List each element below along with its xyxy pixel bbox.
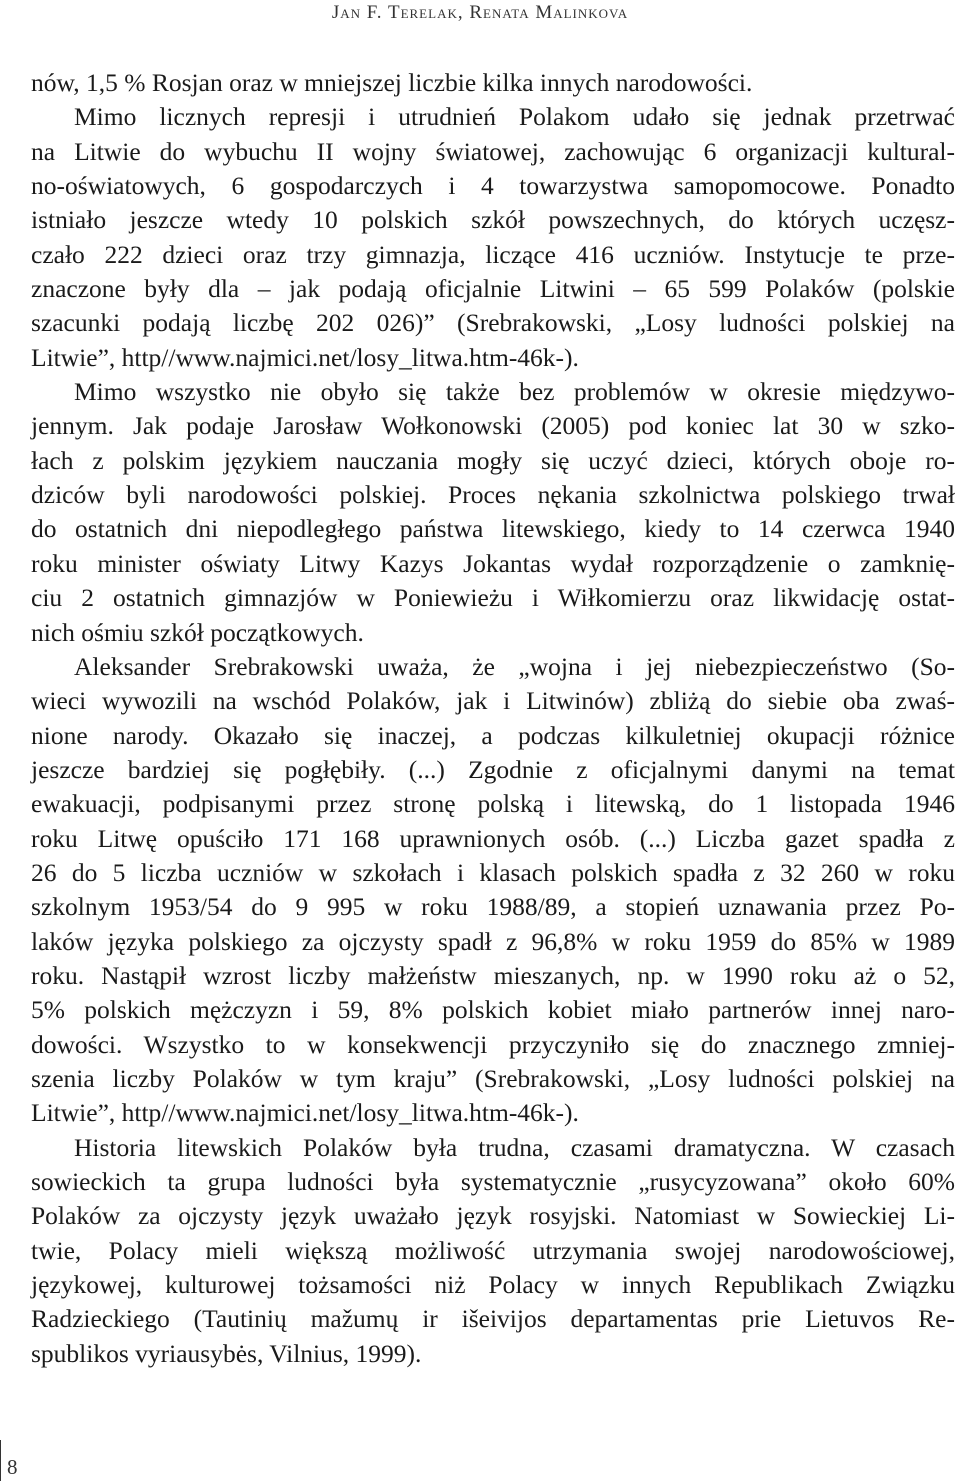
text-line: językowej, kulturowej tożsamości niż Polacy w innych Republikach Związku	[31, 1270, 955, 1300]
page-number: 8	[7, 1455, 18, 1479]
text-line: istniało jeszcze wtedy 10 polskich szkół powszechnych, do których uczęsz-	[31, 205, 955, 235]
text-line: szkolnym 1953/54 do 9 995 w roku 1988/89, a stopień uznawania przez Po-	[31, 892, 955, 922]
text-line: Historia litewskich Polaków była trudna, czasami dramatyczna. W czasach	[74, 1132, 955, 1162]
text-line: dowości. Wszystko to w konsekwencji przyczyniło się do znacznego zmniej-	[31, 1029, 955, 1059]
margin-rule	[0, 1440, 1, 1481]
text-line: Aleksander Srebrakowski uważa, że „wojna i jej niebezpieczeństwo (So-	[74, 651, 955, 681]
text-line: laków języka polskiego za ojczysty spadł z 96,8% w roku 1959 do 85% w 1989	[31, 926, 955, 956]
text-line: ewakuacji, podpisanymi przez stronę polską i litewską, do 1 listopada 1946	[31, 789, 955, 819]
text-line: Mimo wszystko nie obyło się także bez problemów w okresie międzywo-	[74, 377, 955, 407]
text-line: roku minister oświaty Litwy Kazys Jokantas wydał rozporządzenie o zamknię-	[31, 548, 955, 578]
text-line: łach z polskim językiem nauczania mogły się uczyć dzieci, których oboje ro-	[31, 445, 955, 475]
text-line: no-oświatowych, 6 gospodarczych i 4 towarzystwa samopomocowe. Ponadto	[31, 171, 955, 201]
text-line: nione narody. Okazało się inaczej, a podczas kilkuletniej okupacji różnice	[31, 720, 955, 750]
text-line: szenia liczby Polaków w tym kraju” (Srebrakowski, „Losy ludności polskiej na	[31, 1063, 955, 1093]
text-line: roku Litwę opuściło 171 168 uprawnionych osób. (...) Liczba gazet spadła z	[31, 823, 955, 853]
text-line: Radzieckiego (Tautinių mažumų ir išeivijos departamentas prie Lietuvos Re-	[31, 1304, 955, 1334]
body-text	[31, 66, 955, 1371]
text-line: nów, 1,5 % Rosjan oraz w mniejszej liczbie kilka innych narodowości.	[31, 68, 753, 97]
text-line: sowieckich ta grupa ludności była systematycznie „rusycyzowana” około 60%	[31, 1167, 955, 1196]
text-line: wieci wywozili na wschód Polaków, jak i Litwinów) zbliżą do siebie oba zwaś-	[31, 686, 955, 716]
text-line: Litwie”, http//www.najmici.net/losy_litwa.htm-46k-).	[31, 342, 579, 372]
text-line: do ostatnich dni niepodległego państwa litewskiego, kiedy to 14 czerwca 1940	[31, 514, 955, 544]
text-line: czało 222 dzieci oraz trzy gimnazja, liczące 416 uczniów. Instytucje te prze-	[31, 239, 955, 269]
text-line: jennym. Jak podaje Jarosław Wołkonowski (2005) pod koniec lat 30 w szko-	[31, 411, 955, 441]
text-line: Litwie”, http//www.najmici.net/losy_litwa.htm-46k-).	[31, 1098, 579, 1128]
text-line: nich ośmiu szkół początkowych.	[31, 617, 364, 647]
text-line: na Litwie do wybuchu II wojny światowej, zachowując 6 organizacji kultural-	[31, 136, 955, 166]
running-head: Jan F. Terelak, Renata Malinkova	[331, 2, 629, 23]
text-line: znaczone były dla – jak podają oficjalnie Litwini – 65 599 Polaków (polskie	[31, 274, 955, 304]
text-line: jeszcze bardziej się pogłębiły. (...) Zgodnie z oficjalnymi danymi na temat	[31, 754, 955, 784]
text-line: 5% polskich mężczyzn i 59, 8% polskich kobiet miało partnerów innej naro-	[31, 995, 955, 1025]
text-line: szacunki podają liczbę 202 026)” (Srebrakowski, „Losy ludności polskiej na	[31, 308, 955, 338]
text-line: dziców byli narodowości polskiej. Proces nękania szkolnictwa polskiego trwał	[31, 480, 955, 510]
text-line: Mimo licznych represji i utrudnień Polakom udało się jednak przetrwać	[74, 102, 955, 132]
text-line: Polaków za ojczysty język uważało język rosyjski. Natomiast w Sowieckiej Li-	[31, 1201, 955, 1231]
text-line: spublikos vyriausybės, Vilnius, 1999).	[31, 1338, 422, 1368]
text-line: ciu 2 ostatnich gimnazjów w Poniewieżu i Wiłkomierzu oraz likwidację ostat-	[31, 583, 955, 613]
text-line: 26 do 5 liczba uczniów w szkołach i klasach polskich spadła z 32 260 w roku	[31, 857, 955, 887]
text-line: twie, Polacy mieli większą możliwość utrzymania swojej narodowościowej,	[31, 1235, 955, 1265]
text-line: roku. Nastąpił wzrost liczby małżeństw mieszanych, np. w 1990 roku aż o 52,	[31, 960, 955, 990]
